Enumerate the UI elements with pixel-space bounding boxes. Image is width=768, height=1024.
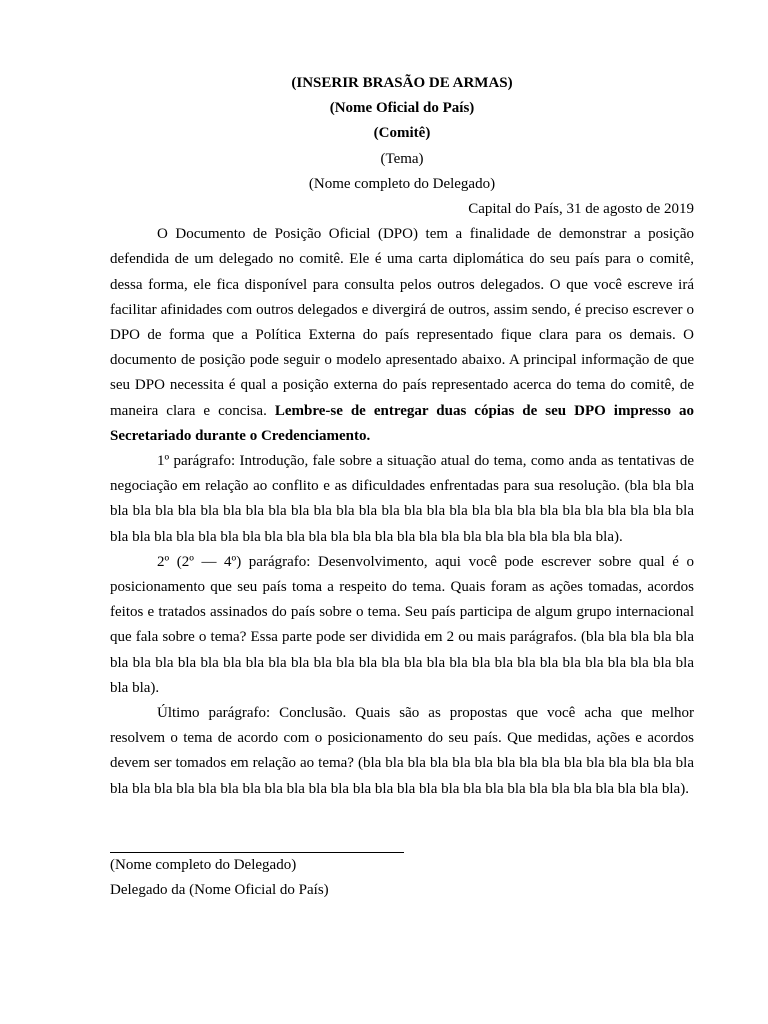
paragraph-last: Último parágrafo: Conclusão. Quais são as propostas que você acha que melhor resolvem o tema de acordo com o posicionamento do seu país. Que medidas, ações e acordos devem ser tomados em relação ao tema? (bla bla bla bla bla bla bla bla bla bla bla bla bla bla bla bla bla bla bla bla bla bla bla bla bla bla bla bla bla bla bla bla bla bla bla bla bla bla bla bla bla). [110,705,694,797]
signature-delegate-name: (Nome completo do Delegado) [110,856,297,873]
delegate-name-header: (Nome completo do Delegado) [308,175,496,192]
committee-name: (Comitê) [373,125,431,142]
intro-paragraph [110,222,694,449]
paragraph-1: 1º parágrafo: Introdução, fale sobre a situação atual do tema, como anda as tentativas de negociação em relação ao conflito e as dificuldades enfrentadas para sua resolução. (bla bla bla bla bla bla bla bla bla bla bla bla bla bla bla bla bla bla bla bla bla bla bla bla bla bla bla bla bla bla bla bla bla bla bla bla bla bla bla bla bla bla bla bla bla bla bla bla bla bla bla bla). [110,453,694,545]
intro-text: O Documento de Posição Oficial (DPO) tem a finalidade de demonstrar a posição defendida de um delegado no comitê. Ele é uma carta diplomática do seu país para o comitê, dessa forma, ele fica disponível para consulta pelos outros delegados. O que você escreve irá facilitar afinidades com outros delegados e divergirá de outros, assim sendo, é preciso escrever o DPO de forma que a Política Externa do país representado fique clara para os demais. O documento de posição pode seguir o modelo apresentado abaixo. A principal informação de que seu DPO necessita é qual a posição externa do país representado acerca do tema do comitê, de maneira clara e concisa. [110,226,694,419]
signature-delegate-of: Delegado da (Nome Oficial do País) [110,882,329,899]
coat-of-arms-placeholder: (INSERIR BRASÃO DE ARMAS) [291,75,513,91]
country-name: (Nome Oficial do País) [329,100,475,117]
place-date: Capital do País, 31 de agosto de 2019 [468,201,694,218]
signature-block [110,853,694,903]
paragraph-2: 2º (2º — 4º) parágrafo: Desenvolvimento, aqui você pode escrever sobre qual é o posicionamento que seu país toma a respeito do tema. Quais foram as ações tomadas, acordos feitos e tratados assinados do país sobre o tema. Seu país participa de algum grupo internacional que fala sobre o tema? Essa parte pode ser dividida em 2 ou mais parágrafos. (bla bla bla bla bla bla bla bla bla bla bla bla bla bla bla bla bla bla bla bla bla bla bla bla bla bla bla bla bla bla bla bla bla). [110,553,694,696]
intro-bold-notice: Lembre-se de entregar duas cópias de seu DPO impresso ao Secretariado durante o Credenciamento. [110,402,694,444]
topic: (Tema) [380,150,424,167]
